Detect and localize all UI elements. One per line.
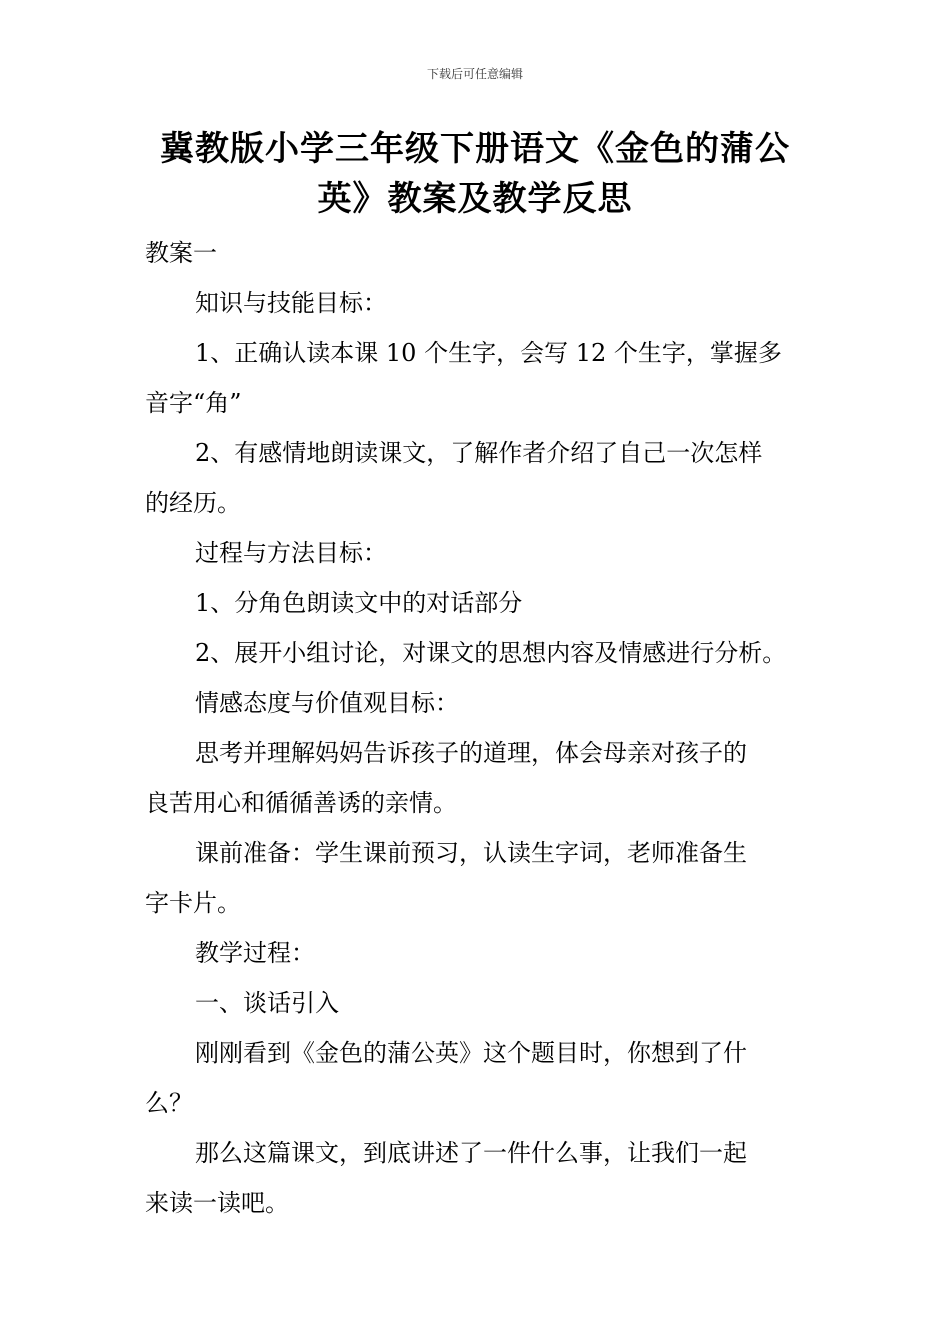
document-title [140,124,810,224]
knowledge-goal-heading: 知识与技能目标： [195,289,387,317]
paragraph-line: 来读一读吧。 [145,1189,289,1217]
paragraph-line: 2、有感情地朗读课文，了解作者介绍了自己一次怎样 [195,439,763,467]
process-goal-1: 1、分角色朗读文中的对话部分 [195,589,523,617]
emotion-goal-heading: 情感态度与价值观目标： [195,689,459,717]
step-one-question [145,1028,810,1128]
paragraph-line: 么？ [145,1089,193,1117]
paragraph-line: 刚刚看到《金色的蒲公英》这个题目时，你想到了什 [195,1039,747,1067]
teaching-process-heading: 教学过程： [195,939,315,967]
document-body [145,228,810,1228]
step-one-invite [145,1128,810,1228]
process-goal-2: 2、展开小组讨论，对课文的思想内容及情感进行分析。 [195,639,787,667]
paragraph-line: 字卡片。 [145,889,241,917]
paragraph-line: 音字“角” [145,389,242,417]
knowledge-goal-2 [145,428,810,528]
knowledge-goal-1 [145,328,810,428]
paragraph-line: 课前准备：学生课前预习，认读生字词，老师准备生 [195,839,747,867]
title-line-2: 英》教案及教学反思 [317,179,633,219]
title-line-1: 冀教版小学三年级下册语文《金色的蒲公 [160,129,790,169]
header-note: 下载后可任意编辑 [426,67,523,81]
paragraph-line: 思考并理解妈妈告诉孩子的道理，体会母亲对孩子的 [195,739,747,767]
paragraph-line: 1、正确认读本课 10 个生字，会写 12 个生字，掌握多 [195,339,782,367]
paragraph-line: 的经历。 [145,489,241,517]
paragraph-line: 良苦用心和循循善诱的亲情。 [145,789,457,817]
step-one-heading: 一、谈话引入 [195,989,339,1017]
paragraph-line: 那么这篇课文，到底讲述了一件什么事，让我们一起 [195,1139,747,1167]
process-goal-heading: 过程与方法目标： [195,539,387,567]
preparation [145,828,810,928]
emotion-goal [145,728,810,828]
section-label: 教案一 [145,239,217,267]
